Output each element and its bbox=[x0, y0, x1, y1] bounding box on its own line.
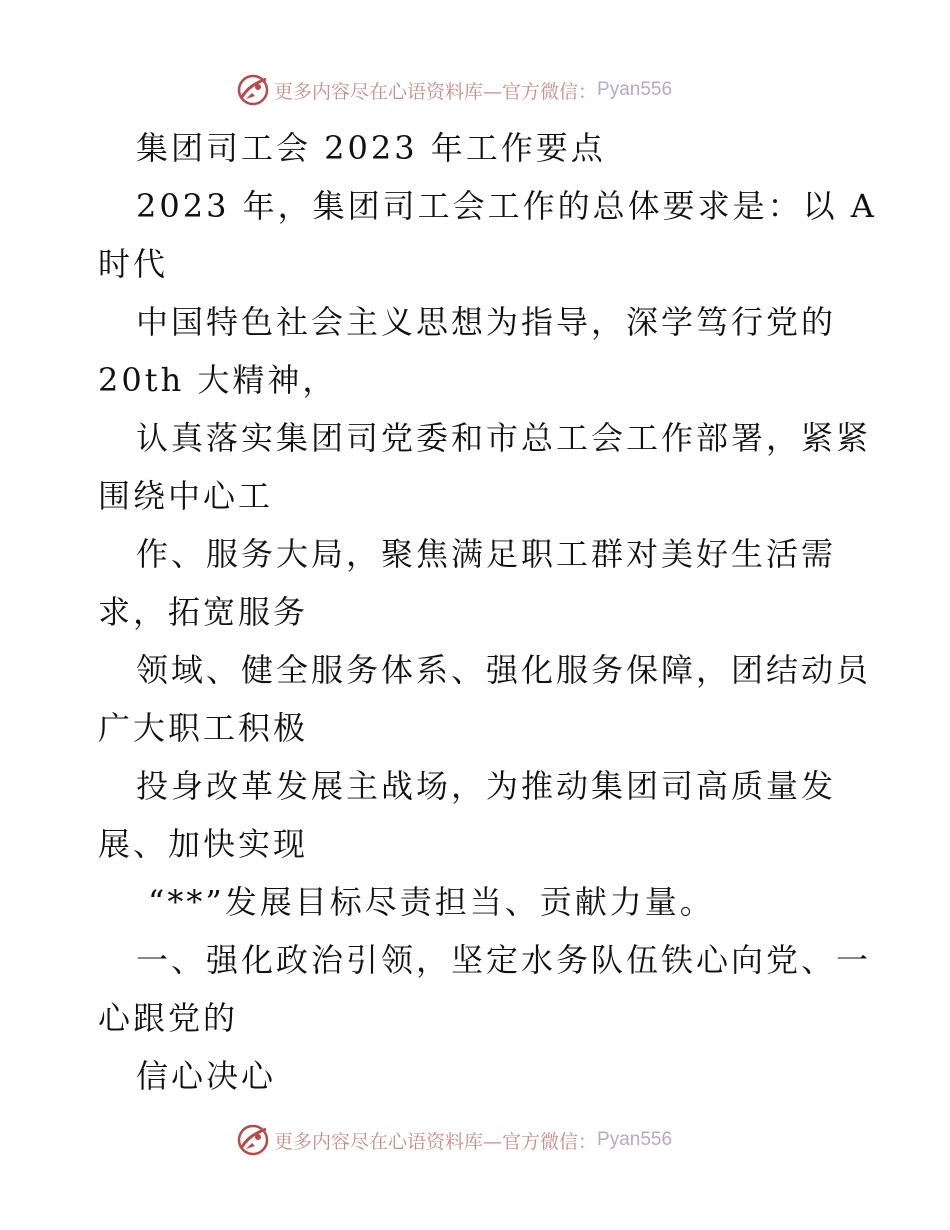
footer-watermark bbox=[236, 1122, 672, 1158]
text-line: 中国特色社会主义思想为指导，深学笃行党的 bbox=[136, 303, 837, 341]
watermark-wechat-id: Pyan556 bbox=[597, 79, 673, 100]
text-line: 信心决心 bbox=[136, 1057, 277, 1095]
text-line: 展、加快实现 bbox=[98, 825, 309, 863]
text-line: 投身改革发展主战场，为推动集团司高质量发 bbox=[136, 767, 837, 805]
document-title: 集团司工会 2023 年工作要点 bbox=[136, 129, 606, 167]
text-line: 认真落实集团司党委和市总工会工作部署，紧紧 bbox=[136, 419, 872, 457]
text-line: 心跟党的 bbox=[98, 999, 239, 1037]
text-line: 围绕中心工 bbox=[98, 477, 274, 515]
watermark-wechat-id: Pyan556 bbox=[597, 1129, 673, 1150]
pen-logo-icon bbox=[236, 1123, 270, 1157]
text-line: 20th 大精神， bbox=[98, 361, 338, 399]
watermark-text: 更多内容尽在心语资料库—官方微信： bbox=[274, 80, 598, 103]
text-line: 领域、健全服务体系、强化服务保障，团结动员 bbox=[136, 651, 872, 689]
text-line: 广大职工积极 bbox=[98, 709, 309, 747]
text-line: 作、服务大局，聚焦满足职工群对美好生活需 bbox=[136, 535, 837, 573]
section-heading: 一、强化政治引领，坚定水务队伍铁心向党、一 bbox=[136, 941, 872, 979]
text-line: 时代 bbox=[98, 245, 169, 283]
text-line: 2023 年，集团司工会工作的总体要求是：以 A bbox=[136, 187, 877, 225]
text-line: “**”发展目标尽责担当、贡献力量。 bbox=[148, 883, 715, 921]
text-line: 求，拓宽服务 bbox=[98, 593, 309, 631]
watermark-text: 更多内容尽在心语资料库—官方微信： bbox=[274, 1130, 598, 1153]
